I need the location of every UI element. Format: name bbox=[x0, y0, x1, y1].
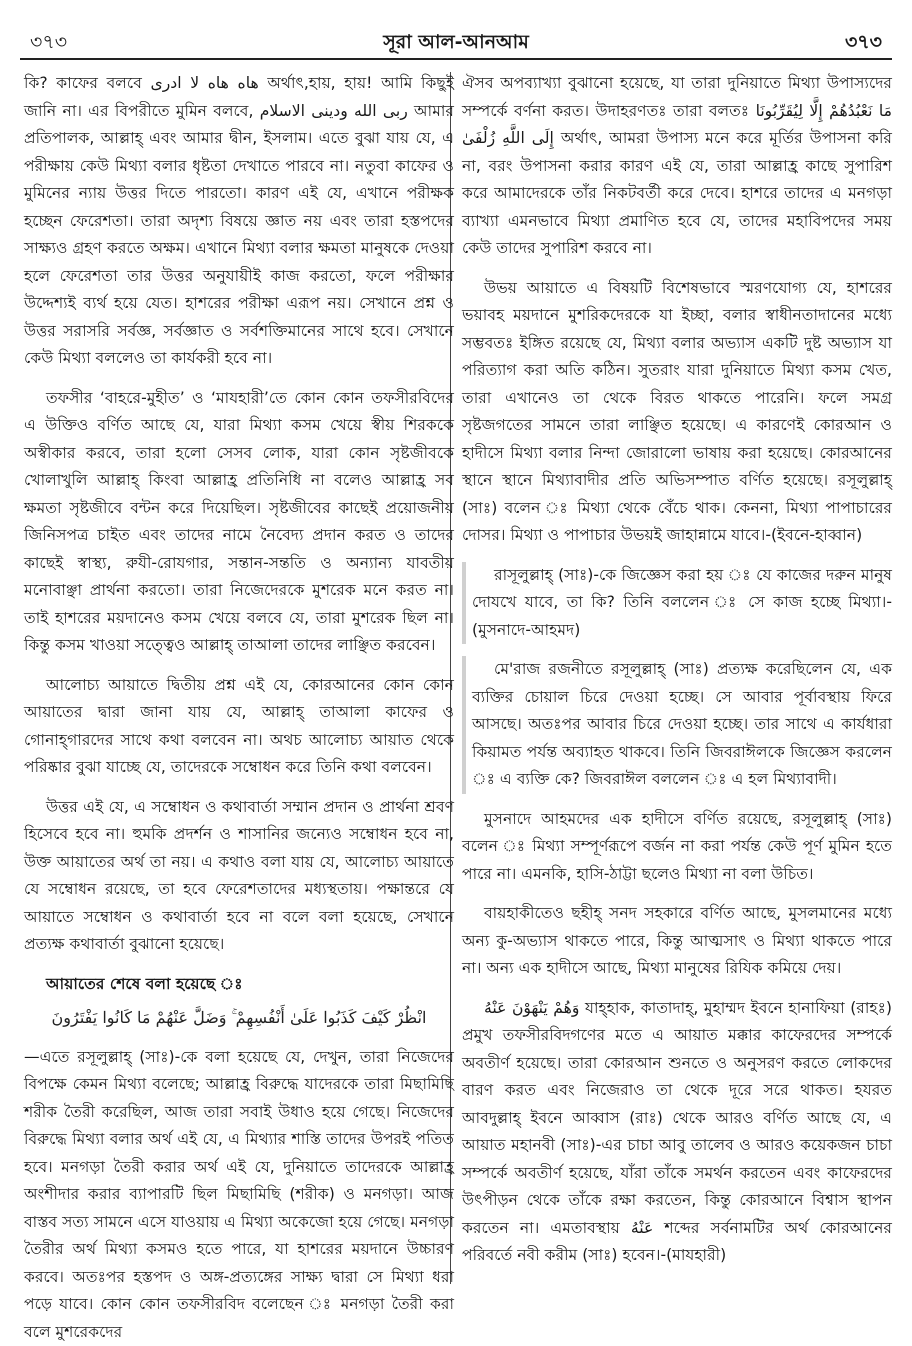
page-number-right: ৩৭৩ bbox=[845, 28, 882, 60]
left-paragraph-5: —এতে রসূলুল্লাহ্ (সাঃ)-কে বলা হয়েছে যে, দেখুন, তারা নিজেদের বিপক্ষে কেমন মিথ্যা বলেছে; আল্লাহ্র বিরুদ্ধে যাদেরকে তারা মিছামিছি শরীক তৈরী করেছিল, আজ তারা সবাই উধাও হয়ে গেছে। নিজেদের বিরুদ্ধে মিথ্যা বলার অর্থ এই যে, এ মিথ্যার শাস্তি তাদের উপরই পতিত হবে। মনগড়া তৈরী করার অর্থ এই যে, দুনিয়াতে তাদেরকে আল্লাহ্র অংশীদার করার ব্যাপারটি ছিল মিছামিছি (শরীক) ও মনগড়া। আজ বাস্তব সত্য সামনে এসে যাওয়ায় এ মিথ্যা অকেজো হয়ে গেছে। মনগড়া তৈরীর অর্থ মিথ্যা কসমও হতে পারে, যা হাশরের ময়দানে উচ্চারণ করবে। অতঃপর হস্তপদ ও অঙ্গ-প্রত্যঙ্গের সাক্ষ্য দ্বারা সে মিথ্যা ধরা পড়ে যাবে। কোন কোন তফসীরবিদ বলেছেন ঃ মনগড়া তৈরী করা বলে মুশরেকদের bbox=[24, 1044, 454, 1346]
left-paragraph-1: কি? কাফের বলবে هاه هاه لا ادرى অর্থাৎ,হায়, হায়! আমি কিছুই জানি না। এর বিপরীতে মুমিন বলবে, ربى الله ودينى الاسلام আমার প্রতিপালক, আল্লাহ্ এবং আমার দ্বীন, ইসলাম। এতে বুঝা যায় যে, এ পরীক্ষায় কেউ মিথ্যা বলার ধৃষ্টতা দেখাতে পারবে না। নতুবা কাফের ও মুমিনের ন্যায় উত্তর দিতে পারতো। কারণ এই যে, এখানে পরীক্ষক হচ্ছেন ফেরেশতা। তারা অদৃশ্য বিষয়ে জ্ঞাত নয় এবং তারা হস্তপদের সাক্ষ্যও গ্রহণ করতে অক্ষম। এখানে মিথ্যা বলার ক্ষমতা মানুষকে দেওয়া হলে ফেরেশতা তার উত্তর অনুযায়ীই কাজ করতো, ফলে পরীক্ষার উদ্দেশ্যই ব্যর্থ হয়ে যেত। হাশরের পরীক্ষা এরূপ নয়। সেখানে প্রশ্ন ও উত্তর সরাসরি সর্বজ্ঞ, সর্বজ্ঞাত ও সর্বশক্তিমানের সাথে হবে। সেখানে কেউ মিথ্যা বললেও তা কার্যকরী হবে না। bbox=[24, 70, 454, 373]
page-header bbox=[20, 20, 892, 60]
header-rule bbox=[20, 58, 892, 60]
page-number-left: ৩৭৩ bbox=[30, 28, 67, 60]
left-paragraph-3: আলোচ্য আয়াতে দ্বিতীয় প্রশ্ন এই যে, কোরআনের কোন কোন আয়াতের দ্বারা জানা যায় যে, আল্লাহ্ তাআলা কাফের ও গোনাহ্গারদের সাথে কথা বলবেন না। অথচ আলোচ্য আয়াত থেকে পরিষ্কার বুঝা যাচ্ছে যে, তাদেরকে সম্বোধন করে তিনি কথা বলবেন। bbox=[24, 672, 454, 782]
right-paragraph-5: মুসনাদে আহমদের এক হাদীসে বর্ণিত রয়েছে, রসূলুল্লাহ্ (সাঃ) বলেন ঃ মিথ্যা সম্পূর্ণরূপে বর্জন না করা পর্যন্ত কেউ পূর্ণ মুমিন হতে পারে না। এমনকি, হাসি-ঠাট্টা ছলেও মিথ্যা না বলা উচিত। bbox=[462, 806, 892, 889]
right-paragraph-3: রাসূলুল্লাহ্ (সাঃ)-কে জিজ্ঞেস করা হয় ঃ যে কাজের দরুন মানুষ দোযখে যাবে, তা কি? তিনি বললেন ঃ সে কাজ হচ্ছে মিথ্যা।-(মুসনাদে-আহমদ) bbox=[462, 562, 892, 645]
right-paragraph-4: মে'রাজ রজনীতে রসূলুল্লাহ্ (সাঃ) প্রত্যক্ষ করেছিলেন যে, এক ব্যক্তির চোয়াল চিরে দেওয়া হচ্ছে। সে আবার পূর্বাবস্থায় ফিরে আসছে। অতঃপর আবার চিরে দেওয়া হচ্ছে। তার সাথে এ কার্যধারা কিয়ামত পর্যন্ত অব্যাহত থাকবে। তিনি জিবরাঈলকে জিজ্ঞেস করলেন ঃ এ ব্যক্তি কে? জিবরাঈল বললেন ঃ এ হল মিথ্যাবাদী। bbox=[462, 656, 892, 794]
left-column bbox=[24, 70, 454, 1290]
right-column bbox=[462, 70, 892, 1290]
right-paragraph-6: বায়হাকীতেও ছহীহ্ সনদ সহকারে বর্ণিত আছে, মুসলমানের মধ্যে অন্য কু-অভ্যাস থাকতে পারে, কিন্তু আত্মসাৎ ও মিথ্যা থাকতে পারে না। অন্য এক হাদীসে আছে, মিথ্যা মানুষের রিযিক কমিয়ে দেয়। bbox=[462, 900, 892, 983]
left-paragraph-4: উত্তর এই যে, এ সম্বোধন ও কথাবার্তা সম্মান প্রদান ও প্রার্থনা শ্রবণ হিসেবে হবে না। হুমকি প্রদর্শন ও শাসানির জন্যেও সম্বোধন হবে না, উক্ত আয়াতের অর্থ তা নয়। এ কথাও বলা যায় যে, আলোচ্য আয়াতে যে সম্বোধন রয়েছে, তা হবে ফেরেশতাদের মধ্যস্থতায়। পক্ষান্তরে যে আয়াতে সম্বোধন ও কথাবার্তা হবে না বলে বলা হয়েছে, সেখানে প্রত্যক্ষ কথাবার্তা বুঝানো হয়েছে। bbox=[24, 794, 454, 959]
left-paragraph-2: তফসীর ‘বাহরে-মুহীত’ ও ‘মাযহারী’তে কোন কোন তফসীরবিদের এ উক্তিও বর্ণিত আছে যে, যারা মিথ্যা কসম খেয়ে স্বীয় শিরককে অস্বীকার করবে, তারা হলো সেসব লোক, যারা কোন সৃষ্টজীবকে খোলাখুলি আল্লাহ্ কিংবা আল্লাহ্র প্রতিনিধি না বলেও আল্লাহ্র সব ক্ষমতা সৃষ্টজীবে বন্টন করে দিয়েছিল। সৃষ্টজীবের কাছেই প্রয়োজনীয় জিনিসপত্র চাইত এবং তাদের নামে নৈবেদ্য প্রদান করত ও তাদের কাছেই স্বাস্থ্য, রুযী-রোযগার, সন্তান-সন্ততি ও অন্যান্য যাবতীয় মনোবাঞ্ছা প্রার্থনা করতো। তারা নিজেদেরকে মুশরেক মনে করত না। তাই হাশরের ময়দানেও কসম খেয়ে বলবে যে, তারা মুশরেক ছিল না। কিন্তু কসম খাওয়া সত্ত্বেও আল্লাহ্ তাআলা তাদের লাঞ্ছিত করবেন। bbox=[24, 385, 454, 660]
running-title: সূরা আল-আনআম bbox=[20, 28, 892, 60]
arabic-verse: انْظُرْ كَيْفَ كَذَبُوا عَلَىٰ أَنْفُسِهِمْ ۚ وَضَلَّ عَنْهُمْ مَا كَانُوا يَفْتَرُونَ bbox=[24, 1004, 454, 1032]
right-paragraph-7: وَهُمْ يَنْهَوْنَ عَنْهُ যাহ্হাক, কাতাদাহ্, মুহাম্মদ ইবনে হানাফিয়া (রাহঃ) প্রমুখ তফসীরবিদগণের মতে এ আয়াত মক্কার কাফেরদের সম্পর্কে অবতীর্ণ হয়েছে। তারা কোরআন শুনতে ও অনুসরণ করতে লোকদের বারণ করত এবং নিজেরাও তা থেকে দূরে সরে থাকত। হযরত আবদুল্লাহ্ ইবনে আব্বাস (রাঃ) থেকে আরও বর্ণিত আছে যে, এ আয়াত মহানবী (সাঃ)-এর চাচা আবু তালেব ও আরও কয়েকজন চাচা সম্পর্কে অবতীর্ণ হয়েছে, যাঁরা তাঁকে সমর্থন করতেন এবং কাফেরদের উৎপীড়ন থেকে তাঁকে রক্ষা করতেন, কিন্তু কোরআনে বিশ্বাস স্থাপন করতেন না। এমতাবস্থায় عَنْهُ শব্দের সর্বনামটির অর্থ কোরআনের পরিবর্তে নবী করীম (সাঃ) হবেন।-(মাযহারী) bbox=[462, 995, 892, 1270]
right-paragraph-2: উভয় আয়াতে এ বিষয়টি বিশেষভাবে স্মরণযোগ্য যে, হাশরের ভয়াবহ ময়দানে মুশরিকদেরকে যা ইচ্ছা, বলার স্বাধীনতাদানের মধ্যে সম্ভবতঃ ইঙ্গিত রয়েছে যে, মিথ্যা বলার অভ্যাস একটি দুষ্ট অভ্যাস যা পরিত্যাগ করা অতি কঠিন। সুতরাং যারা দুনিয়াতে মিথ্যা কসম খেত, তারা এখানেও তা থেকে বিরত থাকতে পারেনি। ফলে সমগ্র সৃষ্টজগতের সামনে তারা লাঞ্ছিত হয়েছে। এ কারণেই কোরআন ও হাদীসে মিথ্যা বলার নিন্দা জোরালো ভাষায় করা হয়েছে। কোরআনের স্থানে স্থানে মিথ্যাবাদীর প্রতি অভিসম্পাত বর্ণিত হয়েছে। রসূলুল্লাহ্ (সাঃ) বলেন ঃ মিথ্যা থেকে বেঁচে থাক। কেননা, মিথ্যা পাপাচারের দোসর। মিথ্যা ও পাপাচার উভয়ই জাহান্নামে যাবে।-(ইবনে-হাব্বান) bbox=[462, 275, 892, 550]
verse-heading: আয়াতের শেষে বলা হয়েছে ঃ bbox=[24, 971, 454, 999]
right-paragraph-1: ঐসব অপব্যাখ্যা বুঝানো হয়েছে, যা তারা দুনিয়াতে মিথ্যা উপাস্যদের সম্পর্কে বর্ণনা করত। উদাহরণতঃ তারা বলতঃ مَا نَعْبُدُهُمْ إِلَّا لِيُقَرِّبُونَا إِلَى اللَّهِ زُلْفَىٰ অর্থাৎ, আমরা উপাস্য মনে করে মূর্তির উপাসনা করি না, বরং উপাসনা করার কারণ এই যে, তারা আল্লাহ্র কাছে সুপারিশ করে আমাদেরকে তাঁর নিকটবর্তী করে দেবে। হাশরে তাদের এ মনগড়া ব্যাখ্যা এমনভাবে মিথ্যা প্রমাণিত হবে যে, তাদের মহাবিপদের সময় কেউ তাদের সুপারিশ করবে না। bbox=[462, 70, 892, 263]
